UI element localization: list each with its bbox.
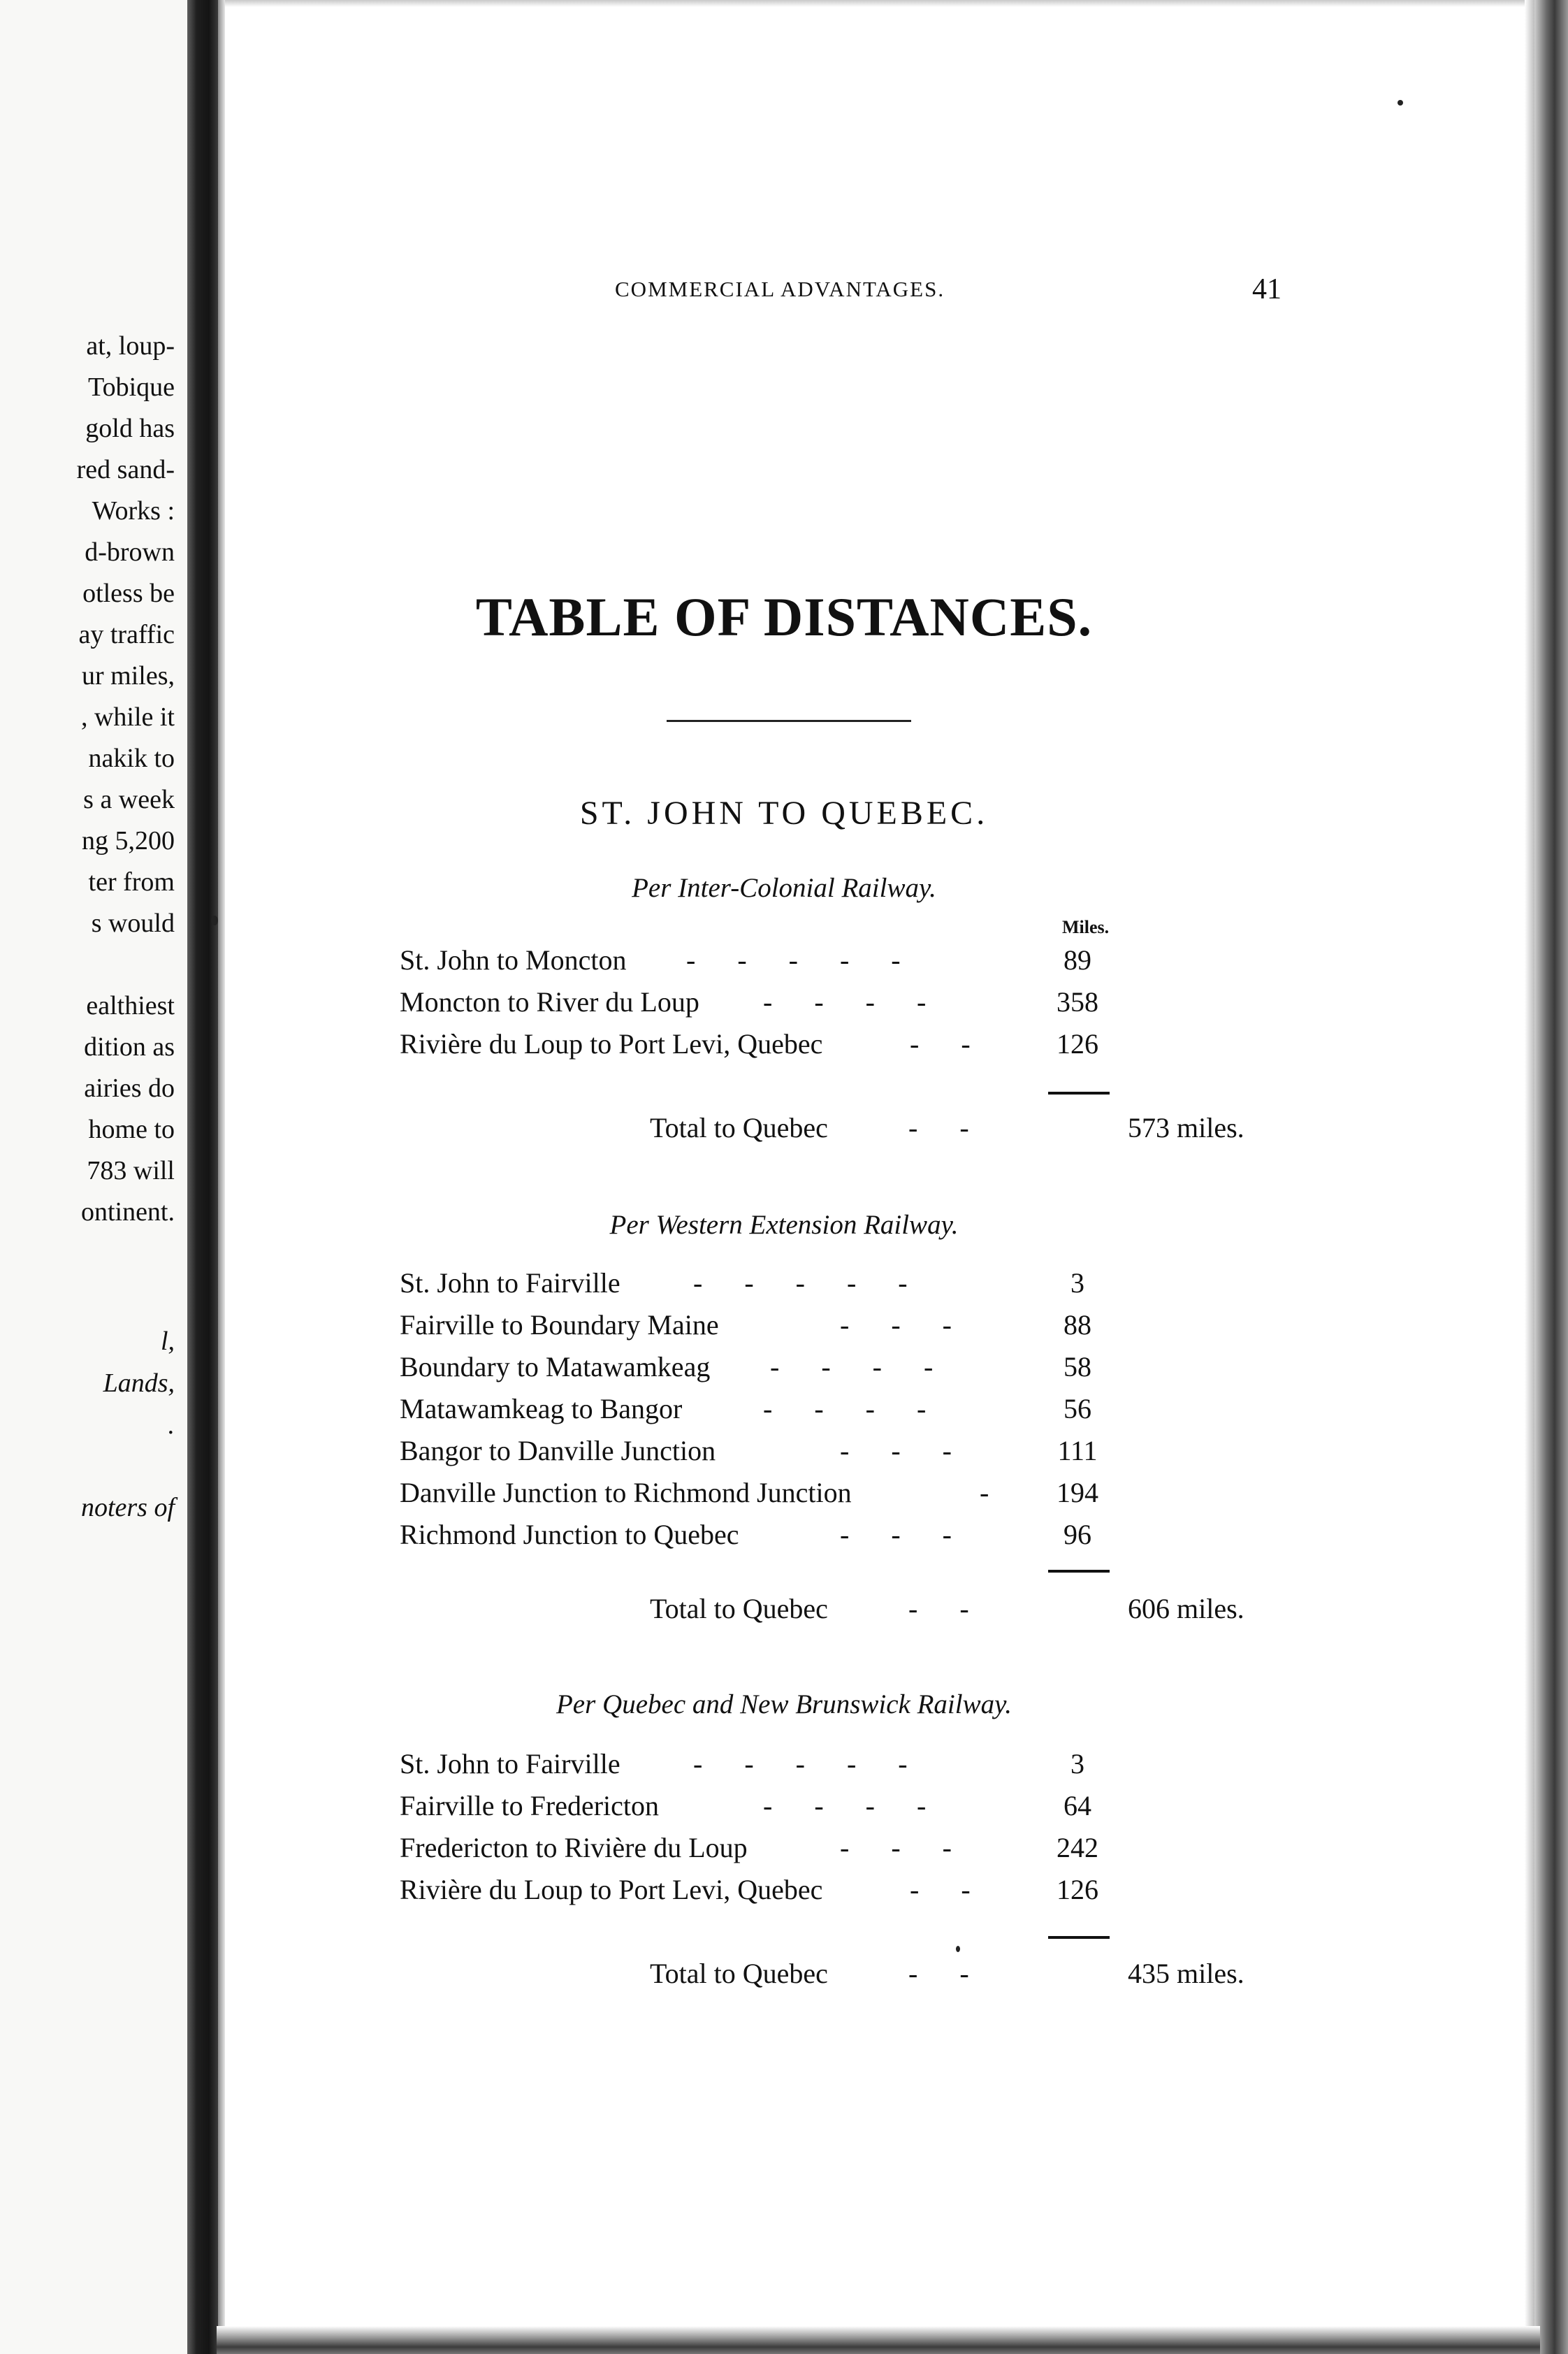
leader-dashes: - - — [910, 1874, 971, 1905]
gutter-edge — [218, 0, 225, 2354]
left-line: Tobique — [88, 373, 175, 402]
leader-dashes: - — [980, 1477, 989, 1508]
left-line: dition as — [84, 1032, 175, 1062]
sum-rule — [1048, 1570, 1110, 1573]
page-right-shade — [1525, 0, 1534, 2354]
total-miles: 573 miles. — [1128, 1112, 1244, 1143]
route-heading: Per Inter-Colonial Railway. — [632, 873, 936, 903]
leader-dashes: - - — [908, 1112, 969, 1143]
row-miles: 56 — [1064, 1393, 1091, 1424]
table-row — [400, 1434, 1126, 1475]
row-label: Moncton to River du Loup — [400, 986, 699, 1018]
leader-dashes: - - - - - — [693, 1748, 908, 1779]
left-italic-line: . — [168, 1410, 175, 1440]
row-label: Bangor to Danville Junction — [400, 1435, 716, 1466]
leader-dashes: - - - - - — [693, 1267, 908, 1299]
table-row — [400, 1350, 1126, 1391]
row-label: Fredericton to Rivière du Loup — [400, 1832, 748, 1863]
leader-dashes: - - - - - — [686, 944, 901, 976]
page-number: 41 — [1252, 273, 1282, 305]
total-label: Total to Quebec — [650, 1593, 828, 1624]
left-italic-line: noters of — [80, 1493, 175, 1522]
leader-dashes: - - - — [840, 1435, 952, 1466]
page-top-shadow — [225, 0, 1526, 7]
row-miles: 58 — [1064, 1351, 1091, 1382]
left-line: nakik to — [88, 744, 175, 773]
sum-rule — [1048, 1936, 1110, 1939]
left-line: ontinent. — [80, 1197, 175, 1227]
total-row — [0, 1957, 1568, 1998]
sum-rule — [1048, 1092, 1110, 1095]
left-line: ealthiest — [86, 991, 175, 1020]
leader-dashes: - - — [908, 1958, 969, 1989]
left-line: Works : — [92, 496, 175, 526]
left-line: d-brown — [85, 537, 175, 567]
leader-dashes: - - - — [840, 1832, 952, 1863]
row-label: Rivière du Loup to Port Levi, Quebec — [400, 1028, 823, 1060]
running-head: COMMERCIAL ADVANTAGES. — [615, 277, 945, 301]
left-line: s a week — [83, 785, 175, 814]
left-line: home to — [88, 1115, 175, 1144]
left-line: s would — [91, 909, 175, 938]
total-row — [0, 1111, 1568, 1152]
leader-dashes: - - - - — [763, 1393, 927, 1424]
leader-dashes: - - - - — [770, 1351, 934, 1382]
route-heading: Per Quebec and New Brunswick Railway. — [556, 1689, 1012, 1719]
left-line: airies do — [84, 1074, 175, 1103]
left-line: otless be — [82, 579, 175, 608]
page-right-edge — [1534, 0, 1568, 2354]
leader-dashes: - - — [908, 1593, 969, 1624]
row-label: Fairville to Fredericton — [400, 1790, 660, 1821]
row-miles: 89 — [1064, 944, 1091, 976]
row-label: Richmond Junction to Quebec — [400, 1519, 739, 1550]
row-label: Boundary to Matawamkeag — [400, 1351, 711, 1382]
left-line: ter from — [88, 867, 175, 897]
left-line: 783 will — [87, 1156, 175, 1185]
left-line: ur miles, — [82, 661, 175, 691]
row-miles: 242 — [1057, 1832, 1098, 1863]
table-row — [400, 1027, 1126, 1068]
table-row — [400, 1266, 1126, 1307]
table-row — [400, 1831, 1126, 1872]
scan-speck — [211, 916, 218, 925]
leader-dashes: - - — [910, 1028, 971, 1060]
table-row — [400, 1873, 1126, 1914]
left-facing-page — [0, 0, 187, 2354]
row-miles: 3 — [1070, 1267, 1084, 1299]
left-line: ay traffic — [78, 620, 175, 649]
total-miles: 606 miles. — [1128, 1593, 1244, 1624]
table-row — [400, 1789, 1126, 1830]
title-divider — [667, 720, 911, 722]
table-row — [400, 1518, 1126, 1559]
total-miles: 435 miles. — [1128, 1958, 1244, 1989]
row-miles: 111 — [1057, 1435, 1098, 1466]
miles-column-header: Miles. — [1062, 917, 1110, 937]
page-title: TABLE OF DISTANCES. — [475, 586, 1093, 647]
row-label: St. John to Fairville — [400, 1748, 620, 1779]
left-line: red sand- — [76, 455, 175, 484]
leader-dashes: - - - - — [763, 1790, 927, 1821]
leader-dashes: - - - - — [763, 986, 927, 1018]
row-miles: 3 — [1070, 1748, 1084, 1779]
row-label: Fairville to Boundary Maine — [400, 1309, 719, 1341]
left-line: ng 5,200 — [82, 826, 175, 855]
row-label: Danville Junction to Richmond Junction — [400, 1477, 852, 1508]
row-miles: 126 — [1057, 1874, 1098, 1905]
row-miles: 358 — [1057, 986, 1098, 1018]
table-row — [400, 1476, 1126, 1517]
row-miles: 88 — [1064, 1309, 1091, 1341]
row-label: Rivière du Loup to Port Levi, Quebec — [400, 1874, 823, 1905]
left-line: at, loup- — [86, 331, 175, 361]
left-line: , while it — [80, 702, 175, 732]
row-label: St. John to Fairville — [400, 1267, 620, 1299]
row-miles: 126 — [1057, 1028, 1098, 1060]
page-bottom-edge — [217, 2326, 1540, 2354]
total-label: Total to Quebec — [650, 1958, 828, 1989]
row-label: Matawamkeag to Bangor — [400, 1393, 683, 1424]
left-line: gold has — [85, 414, 175, 443]
table-row — [400, 1747, 1126, 1788]
table-row — [400, 944, 1126, 984]
section-heading: ST. JOHN TO QUEBEC. — [579, 795, 989, 832]
book-gutter — [187, 0, 218, 2354]
total-row — [0, 1592, 1568, 1633]
left-italic-line: l, — [160, 1327, 175, 1356]
row-miles: 194 — [1057, 1477, 1098, 1508]
row-label: St. John to Moncton — [400, 944, 627, 976]
scan-speck — [956, 1946, 960, 1952]
leader-dashes: - - - — [840, 1519, 952, 1550]
table-row — [400, 1392, 1126, 1433]
table-row — [400, 1308, 1126, 1349]
left-italic-line: Lands, — [103, 1369, 175, 1398]
total-label: Total to Quebec — [650, 1112, 828, 1143]
leader-dashes: - - - — [840, 1309, 952, 1341]
table-row — [400, 985, 1126, 1026]
scan-speck — [1398, 100, 1403, 106]
row-miles: 96 — [1064, 1519, 1091, 1550]
row-miles: 64 — [1064, 1790, 1091, 1821]
route-heading: Per Western Extension Railway. — [609, 1210, 959, 1240]
